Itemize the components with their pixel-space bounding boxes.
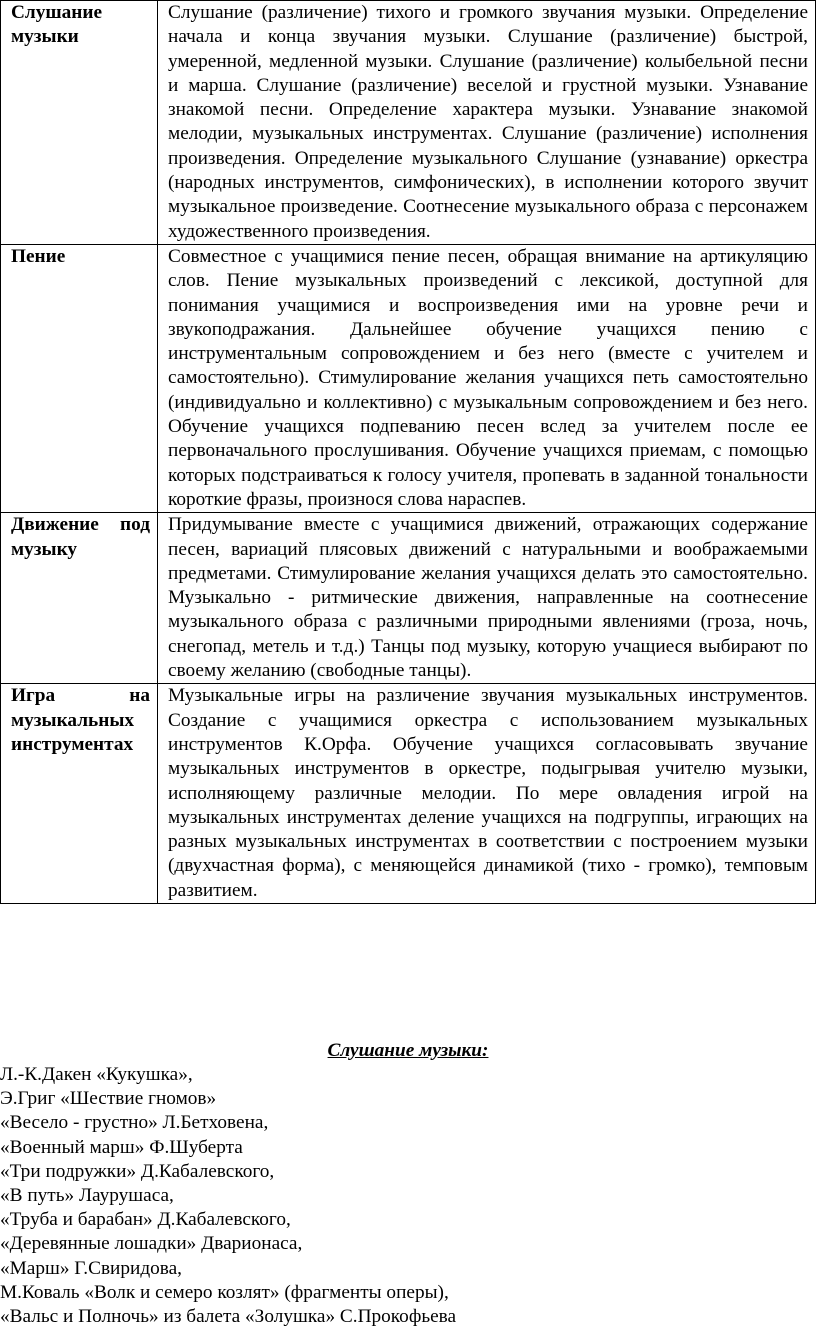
- listening-section-title: Слушание музыки:: [327, 1040, 489, 1061]
- list-item: Э.Григ «Шествие гномов»: [0, 1088, 217, 1110]
- list-item: «Труба и барабан» Д.Кабалевского,: [0, 1209, 291, 1231]
- list-item: «Весело - грустно» Л.Бетховена,: [0, 1112, 269, 1134]
- table-row: [1, 1, 816, 245]
- row-heading: Слушание музыки: [1, 1, 158, 245]
- list-item: «Вальс и Полночь» из балета «Золушка» С.Прокофьева: [0, 1306, 457, 1328]
- row-heading: Пение: [1, 244, 158, 512]
- list-item: «В путь» Лаурушаса,: [0, 1185, 174, 1207]
- listening-list: [0, 1063, 456, 1329]
- row-text: Придумывание вместе с учащимися движений, отражающих содержание песен, вариаций плясовых движений с натуральными и воображаемыми предметами. Стимулирование желания учащихся делать это самостоятельно. Музыкально - ритмические движения, направленные на соотнесение музыкального образа с различными природными явлениями (гроза, ночь, снегопад, метель и т.д.) Танцы под музыку, которую учащиеся выбирают по своему желанию (свободные танцы).: [158, 513, 816, 684]
- list-item: «Деревянные лошадки» Дварионаса,: [0, 1233, 303, 1255]
- list-item: «Военный марш» Ф.Шуберта: [0, 1136, 243, 1158]
- list-item: Л.-К.Дакен «Кукушка»,: [0, 1064, 193, 1085]
- row-text: Совместное с учащимися пение песен, обращая внимание на артикуляцию слов. Пение музыкальных произведений с лексикой, доступной для понимания учащимися и воспроизведения ими на уровне речи и звукоподражания. Дальнейшее обучение учащихся пению с инструментальным сопровождением и без него (вместе с учителем и самостоятельно). Стимулирование желания учащихся петь самостоятельно (индивидуально и коллективно) с музыкальным сопровождением и без него. Обучение учащихся подпеванию песен вслед за учителем после ее первоначального прослушивания. Обучение учащихся приемам, с помощью которых подстраиваться к голосу учителя, пропевать в заданной тональности короткие фразы, произнося слова нараспев.: [158, 244, 816, 512]
- list-item: «Три подружки» Д.Кабалевского,: [0, 1160, 275, 1182]
- row-heading: Движение под музыку: [1, 513, 158, 684]
- table-row: [1, 244, 816, 512]
- row-text: Слушание (различение) тихого и громкого звучания музыки. Определение начала и конца звучания музыки. Слушание (различение) быстрой, умеренной, медленной музыки. Слушание (различение) колыбельной песни и марша. Слушание (различение) веселой и грустной музыки. Узнавание знакомой песни. Определение характера музыки. Узнавание знакомой мелодии, музыкальных инструментах. Слушание (различение) исполнения произведения. Определение музыкального Слушание (узнавание) оркестра (народных инструментов, симфонических), в исполнении которого звучит музыкальное произведение. Соотнесение музыкального образа с персонажем художественного произведения.: [158, 1, 816, 245]
- table-row: [1, 513, 816, 684]
- table-row: [1, 684, 816, 904]
- list-item: М.Коваль «Волк и семеро козлят» (фрагменты оперы),: [0, 1281, 449, 1303]
- row-heading: Игра на музыкальных инструментах: [1, 684, 158, 904]
- list-item: «Марш» Г.Свиридова,: [0, 1257, 183, 1279]
- row-text: Музыкальные игры на различение звучания музыкальных инструментов. Создание с учащимися оркестра с использованием музыкальных инструментов К.Орфа. Обучение учащихся согласовывать звучание музыкальных инструментов в оркестре, подыгрывая учителю музыки, исполняющему различные мелодии. По мере овладения игрой на музыкальных инструментах деление учащихся на подгруппы, играющих на разных музыкальных инструментах в соответствии с построением музыки (двухчастная форма), с меняющейся динамикой (тихо - громко), темповым развитием.: [158, 684, 816, 904]
